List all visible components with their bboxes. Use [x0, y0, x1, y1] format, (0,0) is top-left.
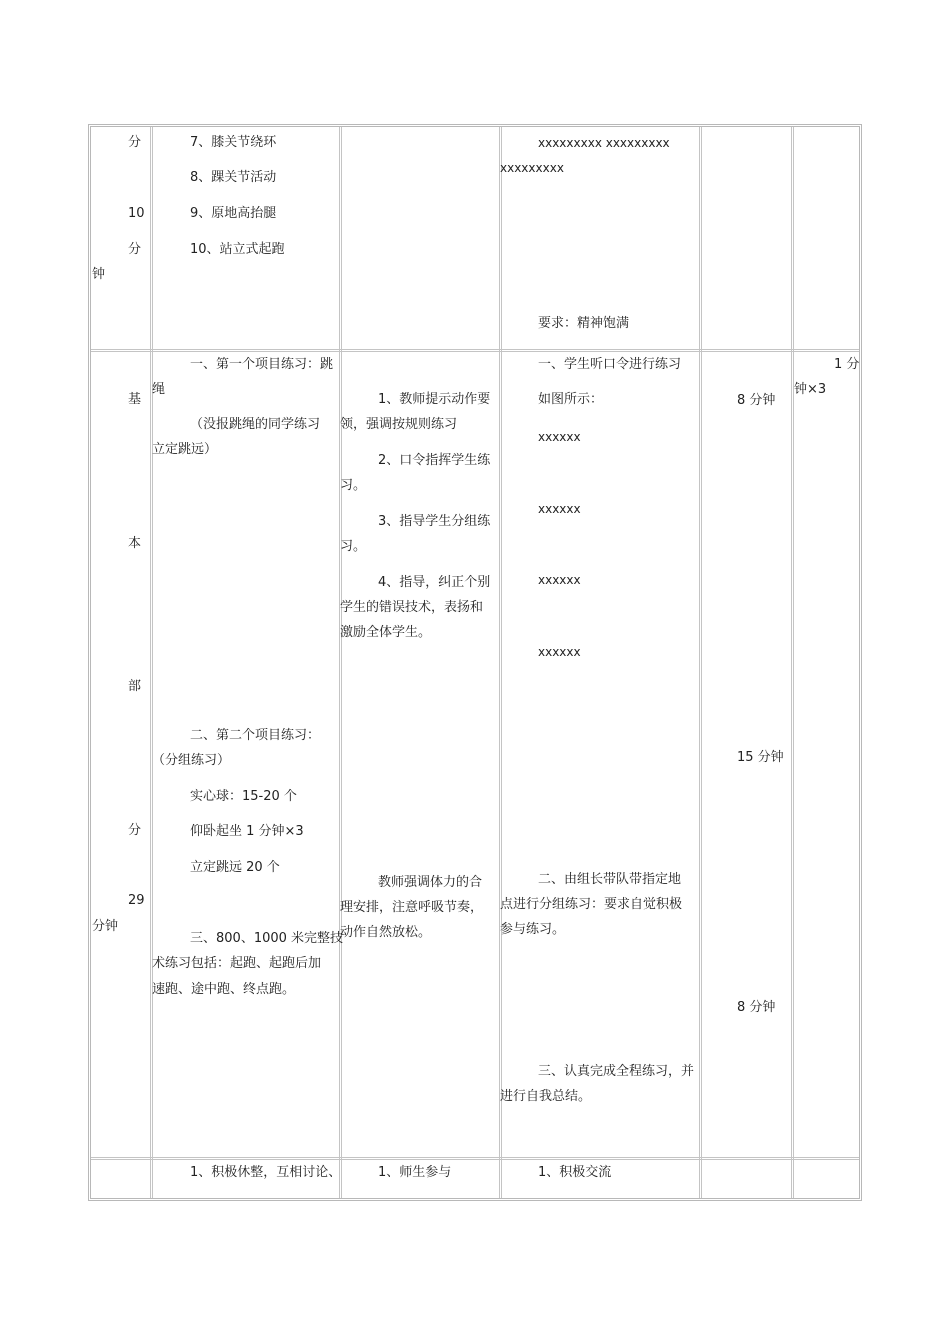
item2-line: 实心球：15-20 个	[190, 789, 297, 804]
part-char: 本	[128, 536, 142, 551]
item2-title: （分组练习）	[152, 753, 231, 768]
part-char: 分钟	[92, 919, 119, 934]
teacher-step: 1、师生参与	[378, 1165, 452, 1180]
item1-title: 一、第一个项目练习：跳	[190, 357, 334, 372]
duration: 8 分钟	[737, 393, 776, 408]
teacher-step: 领，强调按规则练习	[340, 417, 458, 432]
teacher-step: 习。	[340, 539, 367, 554]
teacher-note: 动作自然放松。	[340, 925, 432, 940]
repetitions: 钟×3	[794, 382, 827, 397]
formation-line: xxxxxx	[538, 645, 581, 659]
time-char: 分	[128, 135, 142, 150]
row-divider	[91, 349, 859, 352]
col-divider	[699, 127, 702, 1198]
teacher-step: 激励全体学生。	[340, 625, 432, 640]
student-step: 参与练习。	[500, 922, 566, 937]
col-divider	[791, 127, 794, 1198]
teacher-step: 3、指导学生分组练	[378, 514, 491, 529]
part-char: 部	[128, 679, 142, 694]
col-divider	[499, 127, 502, 1198]
teacher-step: 4、指导，纠正个别	[378, 575, 491, 590]
content-line: 1、积极休整，互相讨论、	[190, 1165, 342, 1180]
item1-title: 绳	[152, 382, 166, 397]
item2-title: 二、第二个项目练习：	[190, 728, 321, 743]
item2-line: 立定跳远 20 个	[190, 860, 280, 875]
formation-line: xxxxxxxxx xxxxxxxxx	[538, 136, 670, 150]
part-char: 基	[128, 392, 142, 407]
teacher-step: 1、教师提示动作要	[378, 392, 491, 407]
teacher-note: 教师强调体力的合	[378, 875, 483, 890]
time-char: 10	[128, 206, 145, 221]
duration: 15 分钟	[737, 750, 784, 765]
student-step: 二、由组长带队带指定地	[538, 872, 682, 887]
student-step: 1、积极交流	[538, 1165, 612, 1180]
student-step: 点进行分组练习：要求自觉积极	[500, 897, 683, 912]
item2-line: 仰卧起坐 1 分钟×3	[190, 824, 304, 839]
lesson-plan-table	[88, 124, 862, 1201]
col-divider	[339, 127, 342, 1198]
student-step: 一、学生听口令进行练习	[538, 357, 682, 372]
student-figure-label: 如图所示：	[538, 392, 604, 407]
teacher-step: 2、口令指挥学生练	[378, 453, 491, 468]
duration: 8 分钟	[737, 1000, 776, 1015]
content-line: 7、膝关节绕环	[190, 135, 277, 150]
teacher-note: 理安排，注意呼吸节奏，	[340, 900, 484, 915]
part-char: 分	[128, 823, 142, 838]
part-char: 29	[128, 893, 145, 908]
time-char: 钟	[92, 267, 106, 282]
content-line: 9、原地高抬腿	[190, 206, 277, 221]
formation-line: xxxxxxxxx	[500, 161, 564, 175]
student-step: 三、认真完成全程练习，并	[538, 1064, 695, 1079]
requirement-text: 要求：精神饱满	[538, 316, 630, 331]
content-line: 10、站立式起跑	[190, 242, 285, 257]
item3-line: 三、800、1000 米完整技	[190, 931, 344, 946]
formation-line: xxxxxx	[538, 430, 581, 444]
student-step: 进行自我总结。	[500, 1089, 592, 1104]
content-line: 8、踝关节活动	[190, 170, 277, 185]
item3-line: 速跑、途中跑、终点跑。	[152, 982, 296, 997]
time-char: 分	[128, 242, 142, 257]
col-divider	[150, 127, 153, 1198]
item1-note: （没报跳绳的同学练习	[190, 417, 321, 432]
item1-note: 立定跳远）	[152, 442, 218, 457]
formation-line: xxxxxx	[538, 502, 581, 516]
row-divider	[91, 1157, 859, 1160]
formation-line: xxxxxx	[538, 573, 581, 587]
teacher-step: 学生的错误技术，表扬和	[340, 600, 484, 615]
item3-line: 术练习包括：起跑、起跑后加	[152, 956, 322, 971]
repetitions: 1 分	[834, 357, 860, 372]
teacher-step: 习。	[340, 478, 367, 493]
